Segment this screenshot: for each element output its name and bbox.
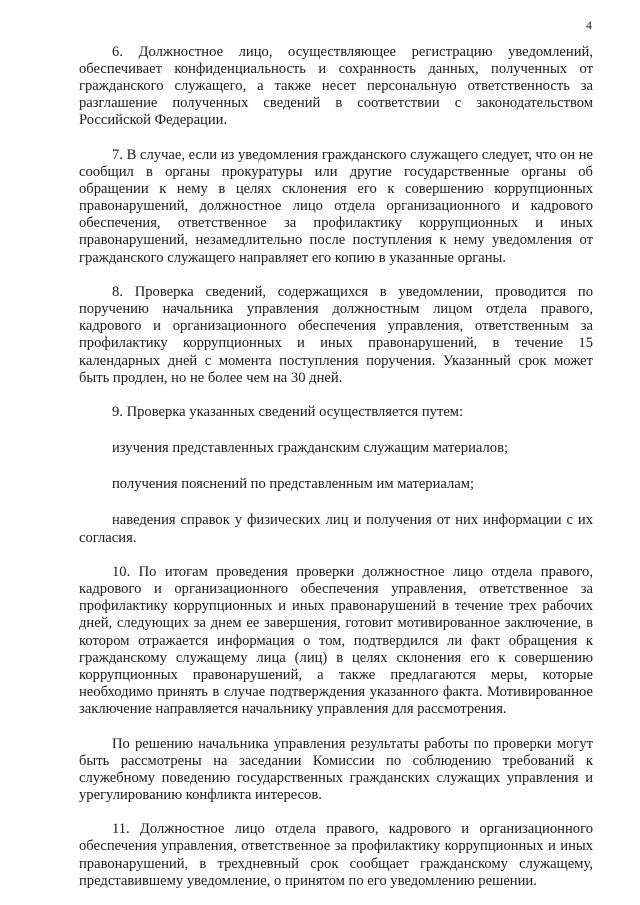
document-body — [79, 44, 593, 890]
paragraph-9: 9. Проверка указанных сведений осуществляется путем: — [112, 404, 464, 421]
paragraph-8: 8. Проверка сведений, содержащихся в уведомлении, проводится по поручению начальника управления должностным лицом отдела правого, кадрового и организационного обеспечения управления, ответственным за профилактику коррупционных и иных правонарушений, в течение 15 календарных дней с момента поступления поручения. Указанный срок может быть продлен, но не более чем на 30 дней. — [79, 284, 593, 386]
paragraph-9-item-3: наведения справок у физических лиц и получения от них информации с их согласия. — [79, 512, 593, 546]
paragraph-9-item-1: изучения представленных гражданским служащим материалов; — [112, 440, 509, 457]
paragraph-7: 7. В случае, если из уведомления гражданского служащего следует, что он не сообщил в органы прокуратуры или другие государственные органы об обращении к нему в целях склонения его к совершению коррупционных правонарушений, должностное лицо отдела организационного и кадрового обеспечения, ответственное за профилактику коррупционных и иных правонарушений, незамедлительно после поступления к нему уведомления от гражданского служащего направляет его копию в указанные органы. — [79, 146, 593, 266]
paragraph-10-decision: По решению начальника управления результаты работы по проверки могут быть рассмотрены на заседании Комиссии по соблюдению требований к служебному поведению государственных гражданских служащих управления и урегулированию конфликта интересов. — [79, 735, 593, 803]
paragraph-6: 6. Должностное лицо, осуществляющее регистрацию уведомлений, обеспечивает конфиденциальность и сохранность данных, полученных от гражданского служащего, а также несет персональную ответственность за разглашение полученных сведений в соответствии с законодательством Российской Федерации. — [79, 44, 593, 129]
paragraph-11: 11. Должностное лицо отдела правого, кадрового и организационного обеспечения управления, ответственное за профилактику коррупционных и иных правонарушений, в трехдневный срок сообщает гражданскому служащему, представившему уведомление, о принятом по его уведомлению решении. — [79, 821, 593, 889]
paragraph-9-item-2: получения пояснений по представленным им материалам; — [112, 476, 475, 493]
paragraph-10: 10. По итогам проведения проверки должностное лицо отдела правого, кадрового и организационного обеспечения управления, ответственное за профилактику коррупционных и иных правонарушений в течение трех рабочих дней, следующих за днем ее завершения, готовит мотивированное заключение, в котором отражается информация о том, подтвердился ли факт обращения к гражданскому служащему лица (лиц) в целях склонения его к совершению коррупционных правонарушений, а также предлагаются меры, которые необходимо принять в случае подтверждения указанного факта. Мотивированное заключение направляется начальнику управления для рассмотрения. — [79, 564, 593, 717]
page-number: 4 — [586, 18, 592, 32]
